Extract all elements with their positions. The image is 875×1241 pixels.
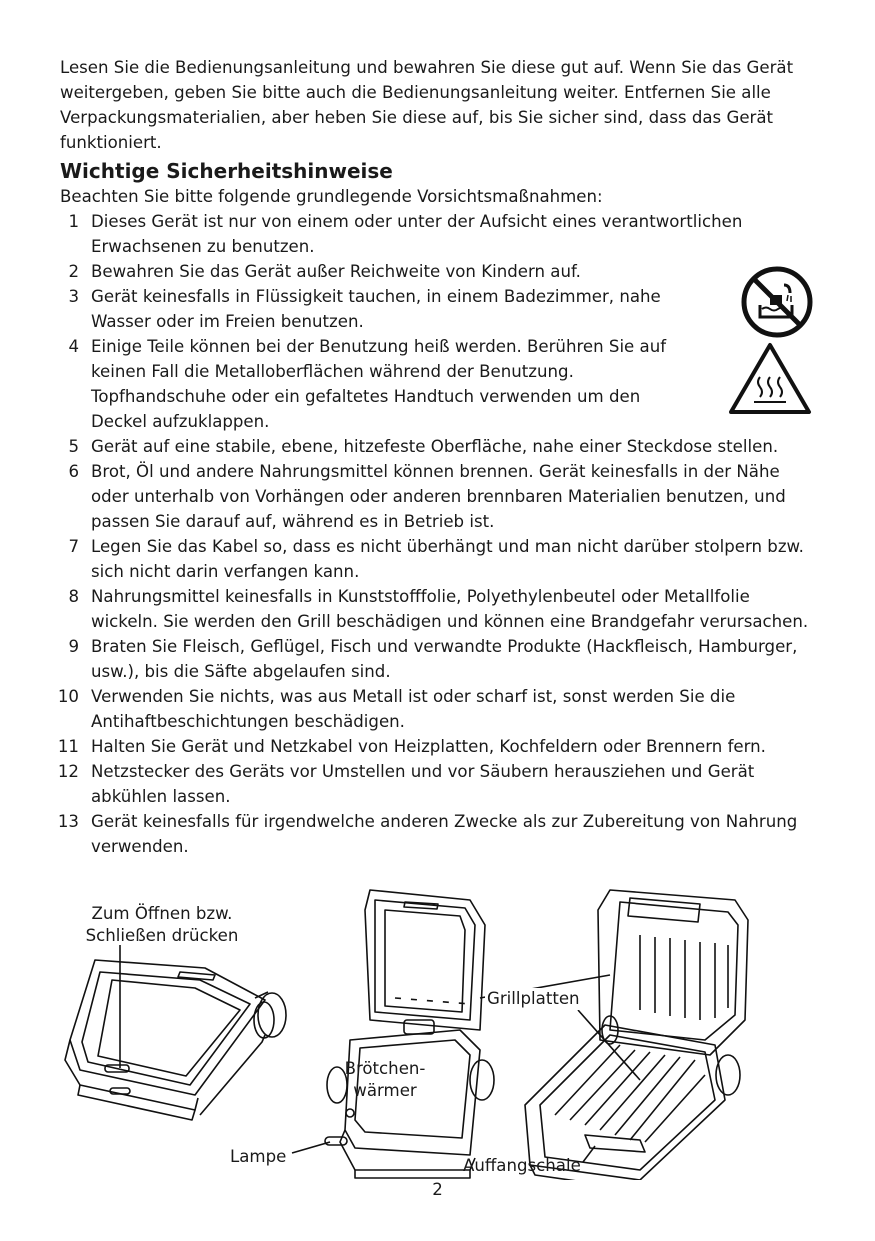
item-text: Braten Sie Fleisch, Geflügel, Fisch und verwandte Produkte (Hackfleisch, Hamburger, usw.), bis die Säfte abgelaufen sind. [91,637,798,681]
item-number: 1 [68,212,79,231]
open-grill-plates-drawing [525,890,748,1180]
intro-paragraph: Lesen Sie die Bedienungsanleitung und bewahren Sie diese gut auf. Wenn Sie das Gerät weitergeben, geben Sie bitte auch die Bedienungsanleitung weiter. Entfernen Sie alle Verpackungsmaterialien, aber heben Sie diese auf, bis Sie sicher sind, dass das Gerät funktioniert. [60,58,794,152]
item-number: 5 [68,437,79,456]
item-text: Brot, Öl und andere Nahrungsmittel können brennen. Gerät keinesfalls in der Nähe oder unterhalb von Vorhängen oder anderen brennbaren Materialien benutzen, und passen Sie darauf auf, während es in Betrieb ist. [91,462,786,531]
list-item [0,459,875,534]
leader-line-grill-plates-bottom [578,1010,640,1080]
list-item [0,209,875,259]
lead-sentence: Beachten Sie bitte folgende grundlegende Vorsichtsmaßnahmen: [60,187,603,206]
item-text: Nahrungsmittel keinesfalls in Kunststofffolie, Polyethylenbeutel oder Metallfolie wickeln. Sie werden den Grill beschädigen und können eine Brandgefahr verursachen. [91,587,809,631]
item-number: 12 [57,762,79,781]
item-text: Bewahren Sie das Gerät außer Reichweite von Kindern auf. [91,262,581,281]
list-item [0,584,875,634]
press-label-line1: Zum Öffnen bzw. [91,904,233,923]
item-number: 9 [68,637,79,656]
item-text: Halten Sie Gerät und Netzkabel von Heizplatten, Kochfeldern oder Brennern fern. [91,737,766,756]
item-text: Dieses Gerät ist nur von einem oder unter der Aufsicht eines verantwortlichen Erwachsenen zu benutzen. [91,212,743,256]
bun-warmer-label [335,1058,435,1102]
item-number: 7 [68,537,79,556]
lamp-label: Lampe [230,1147,287,1166]
leader-line-lamp [292,1142,330,1153]
section-heading: Wichtige Sicherheitshinweise [60,159,393,183]
item-number: 8 [68,587,79,606]
no-water-icon [740,265,814,339]
item-number: 13 [57,812,79,831]
press-to-open-label [72,903,252,947]
item-text: Verwenden Sie nichts, was aus Metall ist oder scharf ist, sonst werden Sie die Antihaftbeschichtungen beschädigen. [91,687,736,731]
grill-plates-label: Grillplatten [487,989,580,1008]
list-item [0,534,875,584]
drip-tray-label: Auffangschale [463,1156,581,1175]
list-item [0,684,875,734]
list-item [0,634,875,684]
item-number: 11 [57,737,79,756]
bun-label-line1: Brötchen- [344,1059,426,1078]
list-item [0,434,875,459]
closed-grill-drawing [65,960,286,1120]
item-text: Einige Teile können bei der Benutzung heiß werden. Berühren Sie auf keinen Fall die Metalloberflächen während der Benutzung. Topfhandschuhe oder ein gefaltetes Handtuch verwenden um den Deckel aufzuklappen. [91,337,667,431]
item-text: Gerät auf eine stabile, ebene, hitzefeste Oberfläche, nahe einer Steckdose stellen. [91,437,779,456]
list-item [0,734,875,759]
item-number: 2 [68,262,79,281]
item-number: 10 [57,687,79,706]
item-text: Legen Sie das Kabel so, dass es nicht überhängt und man nicht darüber stolpern bzw. sich nicht darin verfangen kann. [91,537,804,581]
press-label-line2: Schließen drücken [85,926,239,945]
item-number: 6 [68,462,79,481]
item-text: Netzstecker des Geräts vor Umstellen und vor Säubern herausziehen und Gerät abkühlen lassen. [91,762,755,806]
item-text: Gerät keinesfalls in Flüssigkeit tauchen, in einem Badezimmer, nahe Wasser oder im Freien benutzen. [91,287,661,331]
list-item [0,809,875,859]
page-number: 2 [432,1180,443,1199]
bun-label-line2: wärmer [353,1081,417,1100]
item-text: Gerät keinesfalls für irgendwelche anderen Zwecke als zur Zubereitung von Nahrung verwenden. [91,812,798,856]
item-number: 4 [68,337,79,356]
open-grill-bun-warmer-drawing [325,890,494,1178]
item-number: 3 [68,287,79,306]
list-item [0,759,875,809]
leader-line-drip-tray [583,1146,595,1162]
hot-surface-icon [727,341,813,416]
